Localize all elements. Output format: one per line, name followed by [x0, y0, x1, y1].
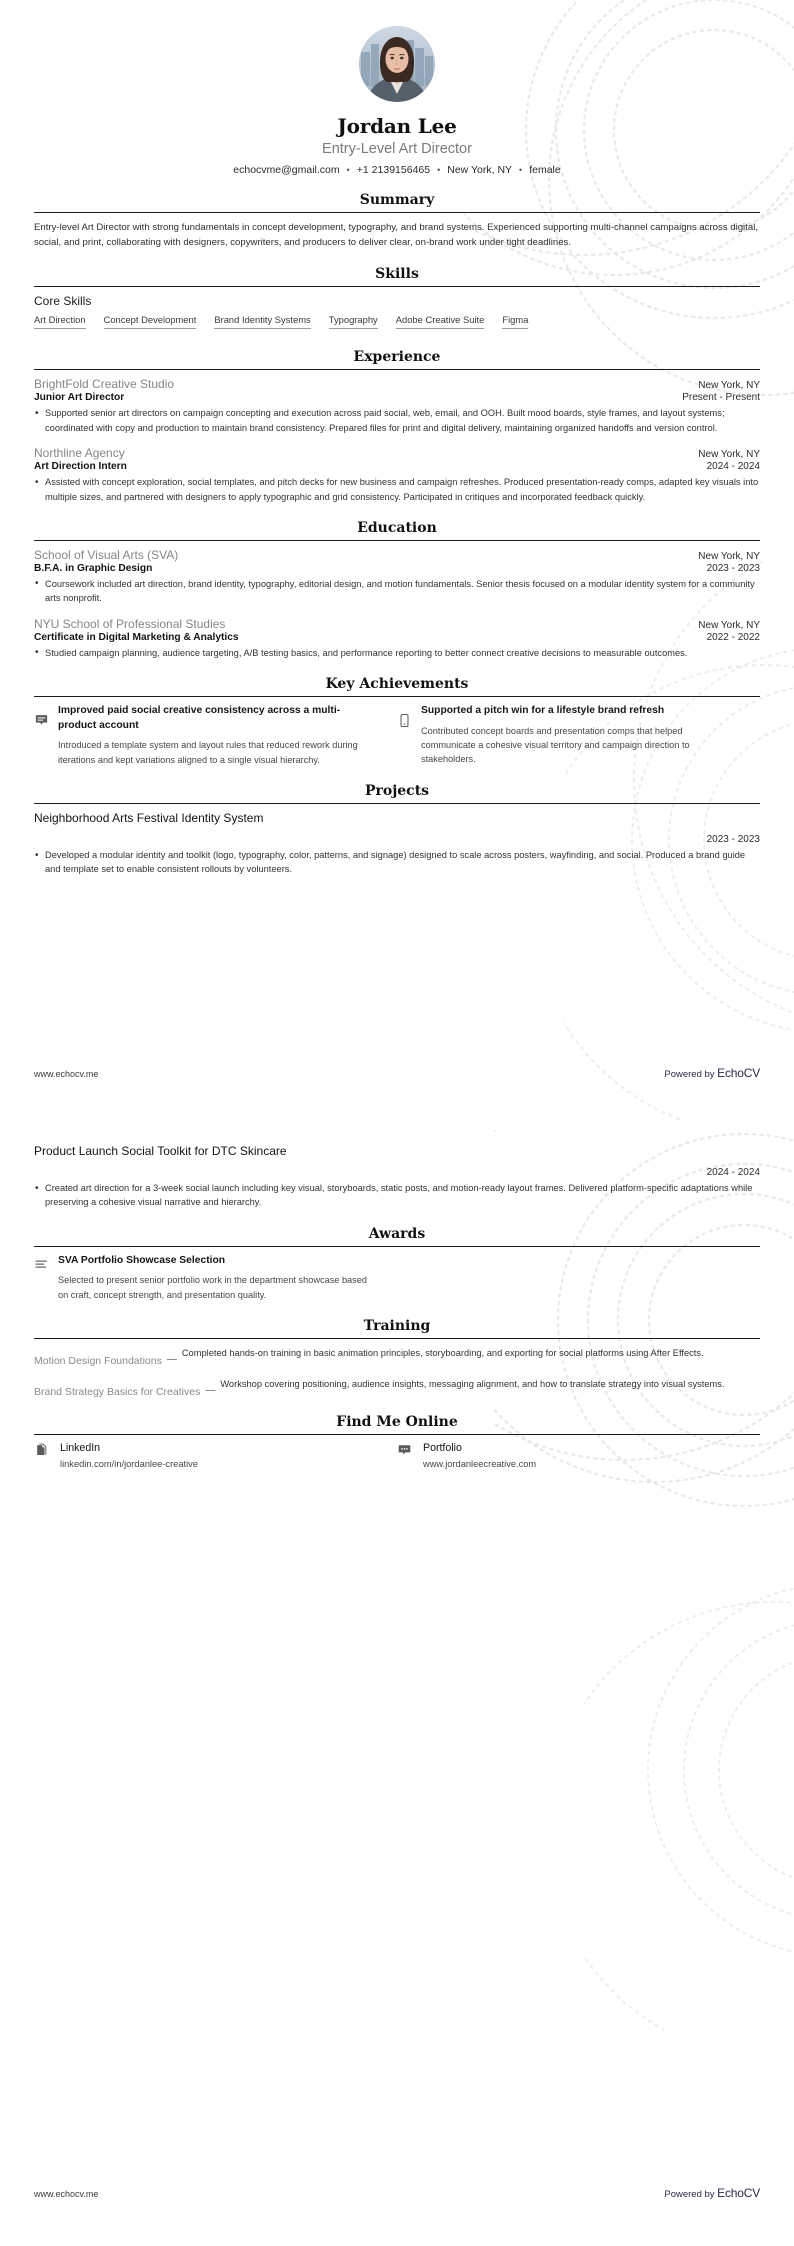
bullet-item: • Studied campaign planning, audience targeting, A/B testing basics, and performance reporting to better connect creative decisions to measurable outcomes.	[34, 646, 760, 660]
section-divider	[34, 540, 760, 541]
section-title-training: Training	[363, 1318, 431, 1335]
clipboard-copy-icon	[34, 1442, 50, 1469]
summary-text: Entry-level Art Director with strong fundamentals in concept development, typography, and brand systems. Experienced supporting multi-channel campaigns across digital, social, and print, collaborating with designers, copywriters, and producers to deliver clear, on-brand work under tight deadlines.	[34, 222, 758, 249]
experience-entry	[34, 377, 760, 435]
online-item-linkedin[interactable]	[34, 1442, 397, 1469]
headline: Entry-Level Art Director	[322, 141, 472, 157]
section-title-experience: Experience	[353, 349, 441, 366]
achievement-desc: Introduced a template system and layout rules that reduced rework during iterations and kept variations aligned to a single visual hierarchy.	[58, 740, 358, 765]
section-divider	[34, 212, 760, 213]
online-item-portfolio[interactable]	[397, 1442, 760, 1469]
page-footer	[34, 2186, 760, 2200]
education-degree: B.F.A. in Graphic Design	[34, 562, 153, 574]
award-empty-column	[397, 1254, 760, 1302]
bullet-item: • Assisted with concept exploration, social templates, and pitch decks for new business and campaign refreshes. Produced presentation-ready comps, adapted key visuals into multiple sizes, and partnered with designers to apply typographic and grid consistency. Participated in critiques and incorporated feedback quickly.	[34, 475, 760, 504]
decorative-circles-mid-right	[584, 1510, 794, 2030]
section-training	[34, 1318, 760, 1398]
experience-bullets	[34, 406, 760, 435]
section-divider	[34, 696, 760, 697]
experience-location: New York, NY	[698, 449, 760, 461]
separator-dot: •	[437, 165, 441, 175]
section-experience	[34, 349, 760, 504]
section-divider	[34, 1338, 760, 1339]
resume-header	[34, 0, 760, 176]
skill-tag: Art Direction	[34, 314, 86, 329]
experience-role: Art Direction Intern	[34, 461, 127, 473]
section-key-achievements	[34, 676, 760, 767]
footer-powered-by	[664, 1066, 760, 1080]
footer-brand: EchoCV	[717, 2186, 760, 2200]
project-dates: 2023 - 2023	[706, 834, 760, 846]
project-bullets	[34, 848, 760, 877]
section-title-find-me-online: Find Me Online	[336, 1414, 458, 1431]
experience-dates: Present - Present	[682, 392, 760, 404]
page-title: Jordan Lee	[337, 114, 457, 138]
footer-powered-prefix: Powered by	[664, 2189, 715, 2200]
education-entry	[34, 617, 760, 660]
footer-powered-by	[664, 2186, 760, 2200]
skill-tag: Figma	[502, 314, 528, 329]
skill-tag: Brand Identity Systems	[214, 314, 310, 329]
online-label: Portfolio	[423, 1442, 462, 1455]
section-divider	[34, 286, 760, 287]
bullet-item: • Supported senior art directors on campaign concepting and execution across paid social, web, email, and OOH. Built mood boards, style frames, and layout systems; coordinated with copy and production to maintain brand consistency. Prepared files for print and digital delivery, maintaining organized handoffs and version control.	[34, 406, 760, 435]
online-label: LinkedIn	[60, 1442, 101, 1455]
footer-brand: EchoCV	[717, 1066, 760, 1080]
award-desc: Selected to present senior portfolio work in the department showcase based on craft, concept strength, and presentation quality.	[58, 1275, 367, 1300]
award-title: SVA Portfolio Showcase Selection	[58, 1254, 226, 1266]
education-school: NYU School of Professional Studies	[34, 616, 226, 631]
project-entry	[34, 1144, 760, 1210]
page-footer	[34, 1066, 760, 1080]
resume-page-2	[0, 1130, 794, 2246]
contact-line	[34, 164, 760, 176]
skill-tag: Adobe Creative Suite	[396, 314, 485, 329]
training-separator: —	[205, 1385, 216, 1397]
bullet-item: • Developed a modular identity and toolkit (logo, typography, color, patterns, and signage) designed to scale across posters, wayfinding, and social. Produced a brand guide and template set to enable consistent rollouts by volunteers.	[34, 848, 760, 877]
education-dates: 2022 - 2022	[706, 631, 760, 643]
online-grid	[34, 1442, 760, 1469]
skill-group-name: Core Skills	[34, 294, 92, 309]
experience-dates: 2024 - 2024	[706, 461, 760, 473]
contact-location: New York, NY	[447, 164, 513, 176]
education-degree: Certificate in Digital Marketing & Analytics	[34, 631, 239, 643]
achievement-grid	[34, 704, 760, 767]
education-location: New York, NY	[698, 550, 760, 562]
training-desc: Workshop covering positioning, audience insights, messaging alignment, and how to translate strategy into visual systems.	[220, 1379, 725, 1390]
contact-phone[interactable]: +1 2139156465	[356, 164, 431, 176]
experience-location: New York, NY	[698, 380, 760, 392]
training-item	[34, 1377, 760, 1398]
footer-site-url[interactable]: www.echocv.me	[34, 1069, 99, 1079]
separator-dot: •	[346, 165, 350, 175]
bullet-item: • Coursework included art direction, brand identity, typography, editorial design, and motion fundamentals. Senior thesis focused on a modular identity system for a community arts nonprofit.	[34, 577, 760, 606]
section-title-awards: Awards	[368, 1225, 426, 1242]
section-projects	[34, 783, 760, 877]
award-grid	[34, 1254, 760, 1302]
experience-org: BrightFold Creative Studio	[34, 377, 175, 392]
education-bullets	[34, 577, 760, 606]
section-awards	[34, 1226, 760, 1302]
project-bullets	[34, 1181, 760, 1210]
training-label: Brand Strategy Basics for Creatives	[34, 1386, 201, 1399]
education-dates: 2023 - 2023	[706, 562, 760, 574]
project-dates: 2024 - 2024	[706, 1167, 760, 1178]
bullet-item: • Created art direction for a 3-week social launch including key visual, storyboards, static posts, and motion-ready layout frames. Delivered platform-specific adaptations while preserving a cohesive visual narrative and hierarchy.	[34, 1181, 760, 1210]
experience-role: Junior Art Director	[34, 392, 125, 404]
section-title-projects: Projects	[364, 783, 430, 800]
section-title-education: Education	[357, 519, 437, 536]
section-summary	[34, 192, 760, 250]
achievement-desc: Contributed concept boards and presentation comps that helped communicate a cohesive visual territory and campaign direction to stakeholders.	[421, 725, 690, 765]
section-divider	[34, 803, 760, 804]
chat-bubble-icon	[397, 1442, 413, 1469]
training-desc: Completed hands-on training in basic animation principles, storyboarding, and exporting for social platforms using After Effects.	[181, 1348, 704, 1359]
avatar	[359, 26, 435, 102]
section-title-summary: Summary	[359, 192, 435, 208]
list-lines-icon	[34, 1254, 49, 1302]
training-separator: —	[166, 1354, 177, 1366]
award-item	[34, 1254, 397, 1302]
skill-tag: Typography	[329, 314, 378, 329]
education-bullets	[34, 646, 760, 660]
online-url[interactable]: linkedin.com/in/jordanlee-creative	[60, 1459, 198, 1470]
education-entry	[34, 548, 760, 606]
achievement-title: Improved paid social creative consistency across a multi-product account	[58, 705, 341, 731]
footer-powered-prefix: Powered by	[664, 1069, 715, 1080]
section-education	[34, 520, 760, 660]
section-find-me-online	[34, 1414, 760, 1469]
skill-tag-list	[34, 314, 760, 333]
contact-gender: female	[529, 164, 561, 176]
achievement-title: Supported a pitch win for a lifestyle brand refresh	[421, 705, 665, 717]
achievement-item	[397, 704, 760, 767]
project-name: Product Launch Social Toolkit for DTC Skincare	[34, 1144, 287, 1158]
project-entry	[34, 811, 760, 877]
section-divider	[34, 1434, 760, 1435]
education-location: New York, NY	[698, 619, 760, 631]
section-title-key-achievements: Key Achievements	[325, 676, 469, 693]
skill-tag: Concept Development	[104, 314, 197, 329]
section-divider	[34, 1246, 760, 1247]
online-url[interactable]: www.jordanleecreative.com	[423, 1459, 537, 1470]
training-item	[34, 1346, 760, 1367]
speech-bubble-icon	[34, 704, 49, 767]
project-name: Neighborhood Arts Festival Identity System	[34, 811, 264, 826]
education-school: School of Visual Arts (SVA)	[34, 547, 179, 562]
section-divider	[34, 369, 760, 370]
section-skills	[34, 266, 760, 333]
mobile-device-icon	[397, 704, 412, 767]
separator-dot: •	[519, 165, 523, 175]
experience-org: Northline Agency	[34, 446, 125, 461]
contact-email[interactable]: echocvme@gmail.com	[233, 164, 340, 176]
achievement-item	[34, 704, 397, 767]
training-label: Motion Design Foundations	[34, 1355, 162, 1368]
section-title-skills: Skills	[375, 266, 419, 283]
footer-site-url[interactable]: www.echocv.me	[34, 2189, 99, 2199]
experience-entry	[34, 446, 760, 504]
experience-bullets	[34, 475, 760, 504]
